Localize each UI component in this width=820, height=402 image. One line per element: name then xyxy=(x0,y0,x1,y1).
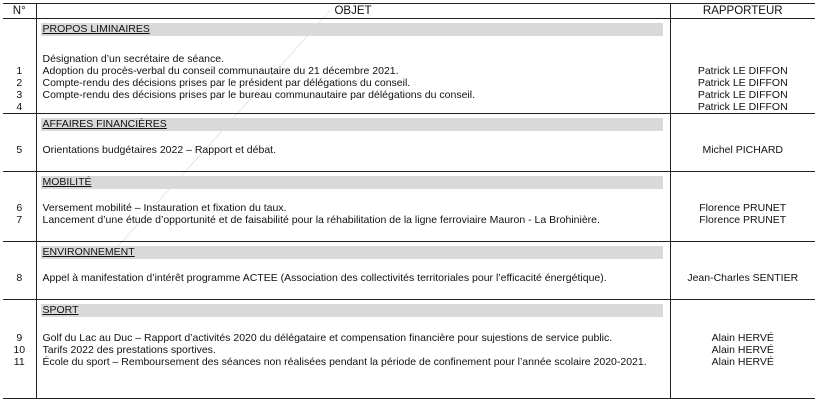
section-title: AFFAIRES FINANCIÈRES xyxy=(41,118,663,131)
section-nums xyxy=(3,300,36,399)
header-rapporteur: RAPPORTEUR xyxy=(670,4,815,19)
item-num: 2 xyxy=(16,77,23,89)
agenda-table-container xyxy=(3,3,815,399)
item-text: Lancement d’une étude d’opportunité et de faisabilité pour la réhabilitation de la ligne ferroviaire Mauron - La Brohinière. xyxy=(42,214,600,226)
item-rapporteur: Patrick LE DIFFON xyxy=(697,65,788,77)
section-title: PROPOS LIMINAIRES xyxy=(41,23,663,36)
section-nums xyxy=(3,242,36,300)
item-num: 8 xyxy=(16,272,23,284)
section-objet xyxy=(36,114,670,172)
item-num: 3 xyxy=(16,89,23,101)
section-objet xyxy=(36,300,670,399)
item-text: Adoption du procès-verbal du conseil communautaire du 21 décembre 2021. xyxy=(42,65,399,77)
item-rapporteur: Florence PRUNET xyxy=(699,214,787,226)
section-nums xyxy=(3,114,36,172)
item-num: 6 xyxy=(16,202,23,214)
header-objet: OBJET xyxy=(36,4,670,19)
section-title: SPORT xyxy=(41,304,663,317)
item-rapporteur: Alain HERVÉ xyxy=(711,356,774,368)
item-text: École du sport – Remboursement des séances non réalisées pendant la période de confinement pour l’année scolaire 2020-2021. xyxy=(42,356,647,368)
item-text: Versement mobilité – Instauration et fixation du taux. xyxy=(42,202,287,214)
section-nums xyxy=(3,19,36,114)
section-title: MOBILITÉ xyxy=(41,176,663,189)
item-text: Désignation d’un secrétaire de séance. xyxy=(42,53,225,65)
item-rapporteur: Florence PRUNET xyxy=(699,202,787,214)
section-rapporteurs xyxy=(670,172,815,242)
item-num: 1 xyxy=(16,65,23,77)
header-row xyxy=(3,4,815,19)
section-nums xyxy=(3,172,36,242)
item-rapporteur: Alain HERVÉ xyxy=(711,332,774,344)
item-num: 7 xyxy=(16,214,23,226)
item-rapporteur: Jean-Charles SENTIER xyxy=(687,272,799,284)
item-rapporteur: Alain HERVÉ xyxy=(711,344,774,356)
section-rapporteurs xyxy=(670,114,815,172)
section-objet xyxy=(36,172,670,242)
section-row-sport xyxy=(3,300,815,399)
section-objet xyxy=(36,19,670,114)
section-row-mobilite xyxy=(3,172,815,242)
item-rapporteur: Patrick LE DIFFON xyxy=(697,89,788,101)
item-num: 11 xyxy=(13,356,25,368)
item-num: 4 xyxy=(16,101,23,113)
item-rapporteur: Patrick LE DIFFON xyxy=(697,101,788,113)
item-text: Golf du Lac au Duc – Rapport d’activités 2020 du délégataire et compensation financière pour sujestions de service public. xyxy=(42,332,613,344)
item-num: 10 xyxy=(13,344,26,356)
header-num: N° xyxy=(3,4,36,19)
agenda-table xyxy=(3,3,815,399)
section-rapporteurs xyxy=(670,300,815,399)
section-row-environnement xyxy=(3,242,815,300)
section-rapporteurs xyxy=(670,19,815,114)
item-text: Compte-rendu des décisions prises par le bureau communautaire par délégations du conseil. xyxy=(42,89,475,101)
section-row-propos-liminaires xyxy=(3,19,815,114)
item-text: Orientations budgétaires 2022 – Rapport et débat. xyxy=(42,144,276,156)
item-text: Compte-rendu des décisions prises par le président par délégations du conseil. xyxy=(42,77,411,89)
item-text: Tarifs 2022 des prestations sportives. xyxy=(42,344,216,356)
section-row-affaires-financieres xyxy=(3,114,815,172)
section-title: ENVIRONNEMENT xyxy=(41,246,663,259)
item-text: Appel à manifestation d’intérêt programme ACTEE (Association des collectivités territoriales pour l’efficacité énergétique). xyxy=(42,272,607,284)
item-rapporteur: Patrick LE DIFFON xyxy=(697,77,788,89)
item-rapporteur: Michel PICHARD xyxy=(702,144,783,156)
item-num: 9 xyxy=(16,332,23,344)
section-rapporteurs xyxy=(670,242,815,300)
section-objet xyxy=(36,242,670,300)
item-num: 5 xyxy=(16,144,23,156)
